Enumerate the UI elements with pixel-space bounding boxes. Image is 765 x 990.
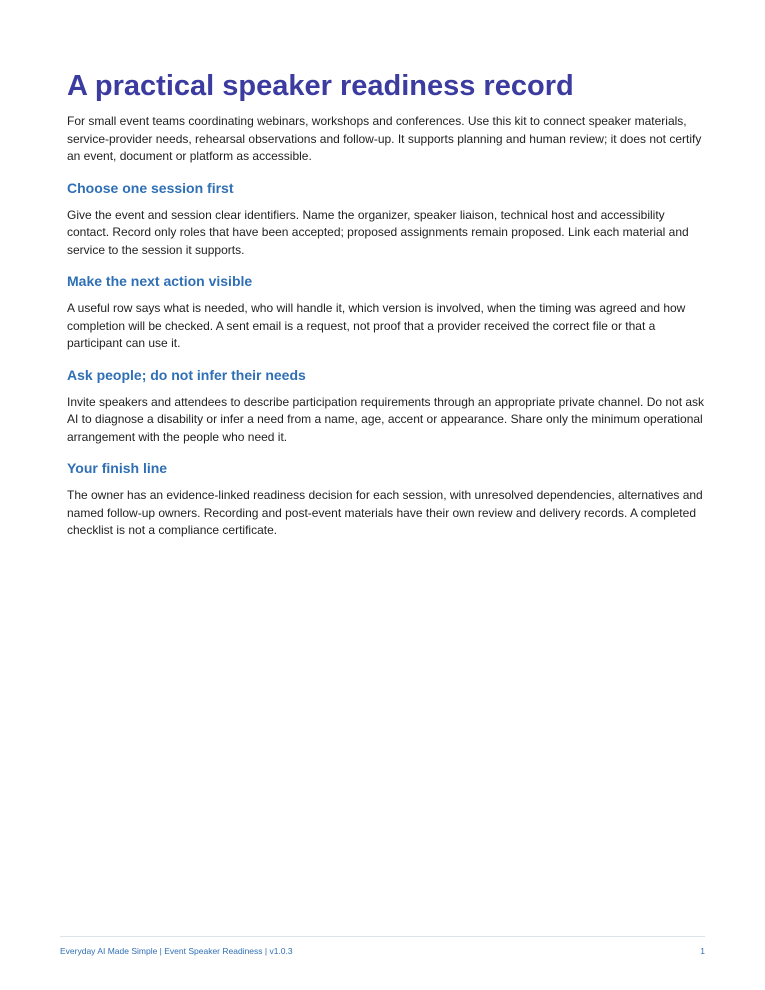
intro-paragraph: For small event teams coordinating webinars, workshops and conferences. Use this kit to connect speaker materials, service-provider needs, rehearsal observations and follow-up. It supports planning and human review; it does not certify an event, document or platform as accessible.	[67, 114, 702, 163]
footer-page-number: 1	[700, 946, 705, 956]
section-heading: Choose one session first	[67, 179, 234, 196]
section-ask-people	[67, 365, 707, 447]
page-title: A practical speaker readiness record	[67, 70, 574, 102]
section-heading: Ask people; do not infer their needs	[67, 366, 306, 383]
document-page	[67, 68, 707, 540]
section-finish-line	[67, 458, 707, 540]
section-choose-session	[67, 178, 707, 260]
section-body: Give the event and session clear identifiers. Name the organizer, speaker liaison, technical host and accessibility contact. Record only roles that have been accepted; proposed assignments remain proposed. Link each material and service to the session it supports.	[67, 207, 689, 257]
page-footer	[60, 936, 705, 957]
section-heading: Your finish line	[67, 460, 168, 476]
section-body: The owner has an evidence-linked readiness decision for each session, with unresolved dependencies, alternatives and named follow-up owners. Recording and post-event materials have their own review and delivery records. A completed checklist is not a compliance certificate.	[67, 488, 703, 537]
section-body: A useful row says what is needed, who will handle it, which version is involved, when the timing was agreed and how completion will be checked. A sent email is a request, not proof that a provider received the correct file or that a participant can use it.	[67, 301, 686, 350]
section-next-action	[67, 271, 707, 353]
footer-document-info: Everyday AI Made Simple | Event Speaker Readiness | v1.0.3	[60, 946, 293, 956]
section-heading: Make the next action visible	[67, 273, 253, 289]
section-body: Invite speakers and attendees to describe participation requirements through an appropriate private channel. Do not ask AI to diagnose a disability or infer a need from a name, age, accent or appearance. Share only the minimum operational arrangement with the people who need it.	[67, 394, 705, 444]
